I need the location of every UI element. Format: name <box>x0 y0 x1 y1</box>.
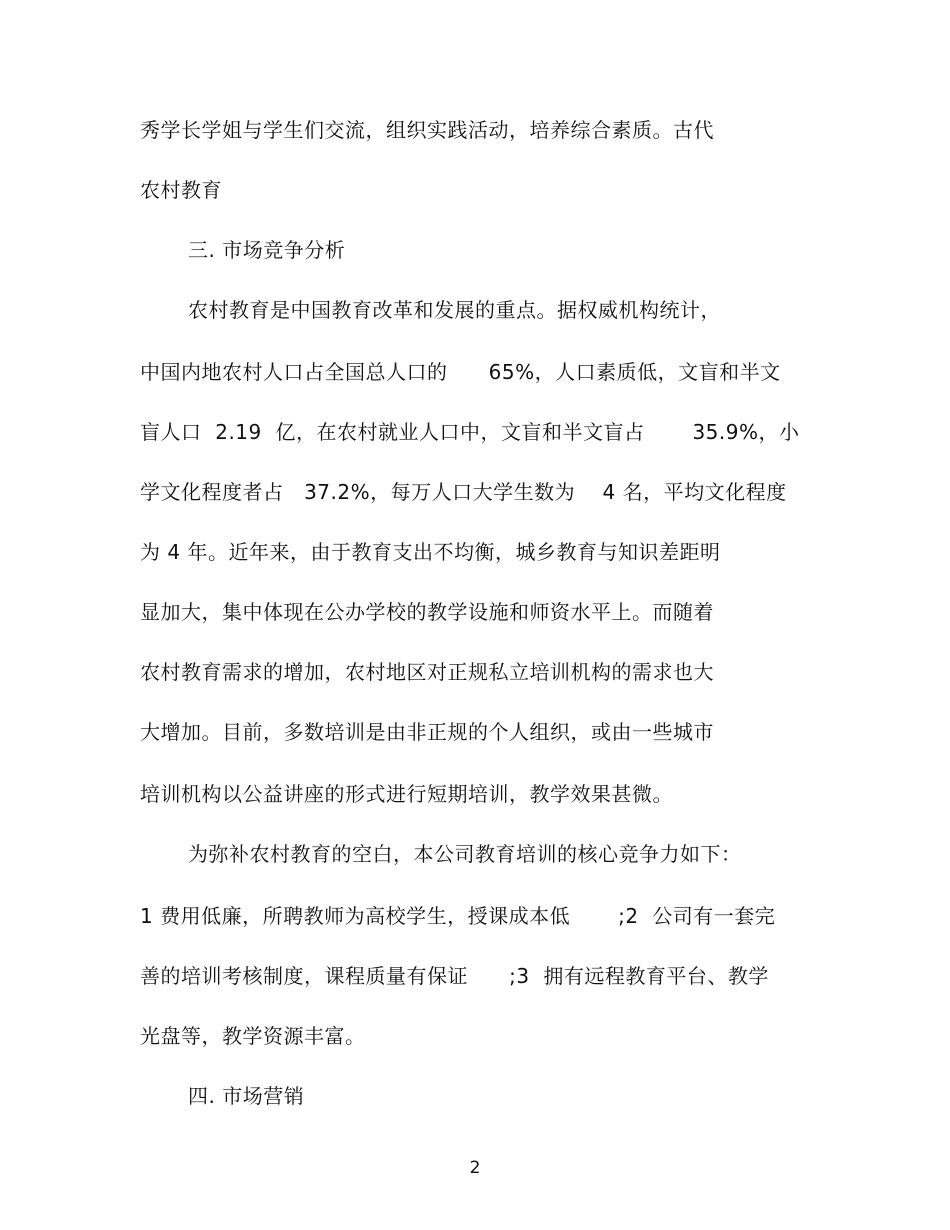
paragraph-line: 培训机构以公益讲座的形式进行短期培训，教学效果甚微。 <box>140 782 673 806</box>
paragraph-line: 中国内地农村人口占全国总人口的 65%，人口素质低，文盲和半文 <box>140 360 781 384</box>
paragraph-line: 秀学长学姐与学生们交流，组织实践活动，培养综合素质。古代 <box>140 118 714 142</box>
section-heading: 四. 市场营销 <box>188 1084 305 1108</box>
section-heading: 三. 市场竞争分析 <box>188 238 346 262</box>
paragraph-line: 大增加。目前，多数培训是由非正规的个人组织，或由一些城市 <box>140 720 714 744</box>
paragraph-line: 农村教育需求的增加，农村地区对正规私立培训机构的需求也大 <box>140 660 714 684</box>
paragraph-line: 盲人口 2.19 亿，在农村就业人口中，文盲和半文盲占 35.9%，小 <box>140 420 800 444</box>
page-number: 2 <box>469 1158 481 1178</box>
paragraph-line: 显加大，集中体现在公办学校的教学设施和师资水平上。而随着 <box>140 600 714 624</box>
paragraph-line: 1 费用低廉，所聘教师为高校学生，授课成本低 ;2 公司有一套完 <box>140 904 776 928</box>
paragraph-line: 农村教育是中国教育改革和发展的重点。据权威机构统计， <box>188 298 721 322</box>
paragraph-line: 善的培训考核制度，课程质量有保证 ;3 拥有远程教育平台、教学 <box>140 964 769 988</box>
paragraph-line: 为弥补农村教育的空白，本公司教育培训的核心竞争力如下： <box>188 842 742 866</box>
paragraph-line: 学文化程度者占 37.2%，每万人口大学生数为 4 名，平均文化程度 <box>140 480 787 504</box>
paragraph-line: 农村教育 <box>140 178 222 202</box>
paragraph-line: 为 4 年。近年来，由于教育支出不均衡，城乡教育与知识差距明 <box>140 540 721 564</box>
paragraph-line: 光盘等，教学资源丰富。 <box>140 1024 366 1048</box>
